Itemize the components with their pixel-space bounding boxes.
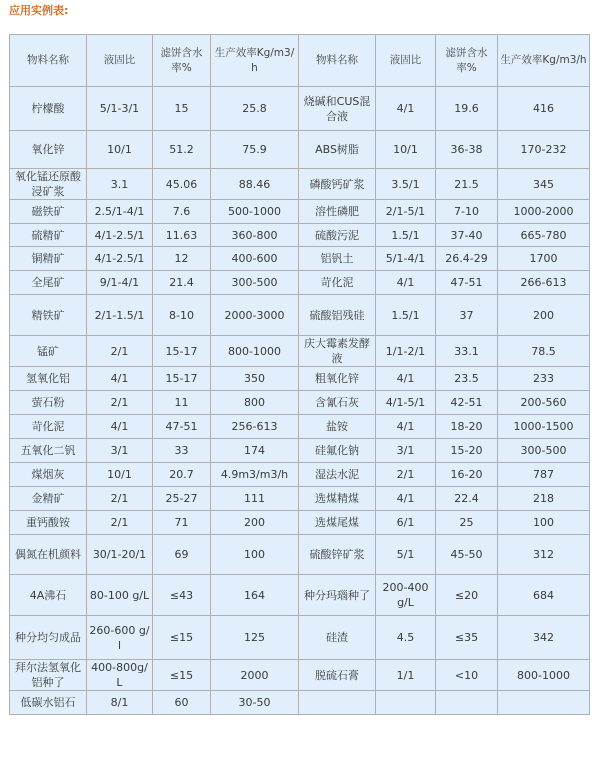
table-cell: 1000-1500	[498, 415, 590, 439]
table-cell: ≤15	[153, 660, 211, 691]
table-row	[10, 511, 590, 535]
table-cell: 8-10	[153, 295, 211, 336]
table-cell: 360-800	[211, 224, 299, 247]
table-cell: 342	[498, 616, 590, 660]
table-cell: 含氰石灰	[299, 391, 376, 415]
table-cell: 精铁矿	[10, 295, 87, 336]
table-cell: 25.8	[211, 87, 299, 131]
table-cell: 氧化锌	[10, 131, 87, 169]
table-cell: 3.1	[87, 169, 153, 200]
table-cell: 硫酸污泥	[299, 224, 376, 247]
table-cell: 2/1-5/1	[376, 200, 436, 224]
table-cell: 种分均匀成品	[10, 616, 87, 660]
table-cell: 柠檬酸	[10, 87, 87, 131]
table-cell: 氢氧化铝	[10, 367, 87, 391]
table-cell: 11	[153, 391, 211, 415]
table-cell: 350	[211, 367, 299, 391]
table-cell: 4/1	[87, 415, 153, 439]
table-row	[10, 575, 590, 616]
table-cell: 萤石粉	[10, 391, 87, 415]
table-cell: 5/1-3/1	[87, 87, 153, 131]
table-cell: 6/1	[376, 511, 436, 535]
table-cell: 4/1-2.5/1	[87, 224, 153, 247]
table-cell: 260-600 g/l	[87, 616, 153, 660]
table-cell	[498, 691, 590, 715]
table-cell: 重钙酸铵	[10, 511, 87, 535]
table-row	[10, 271, 590, 295]
table-cell: 233	[498, 367, 590, 391]
column-header: 滤饼含水率%	[153, 35, 211, 87]
table-row	[10, 535, 590, 575]
table-row	[10, 336, 590, 367]
table-cell: 15-17	[153, 367, 211, 391]
table-cell: ≤20	[436, 575, 498, 616]
table-cell: 80-100 g/L	[87, 575, 153, 616]
table-cell: 218	[498, 487, 590, 511]
table-cell: 60	[153, 691, 211, 715]
column-header: 物料名称	[10, 35, 87, 87]
table-cell: 21.4	[153, 271, 211, 295]
table-cell: 溶性磷肥	[299, 200, 376, 224]
table-cell: 脱硫石膏	[299, 660, 376, 691]
table-cell: 煤烟灰	[10, 463, 87, 487]
table-cell: 磁铁矿	[10, 200, 87, 224]
table-cell: 200-400 g/L	[376, 575, 436, 616]
table-row	[10, 224, 590, 247]
table-row	[10, 131, 590, 169]
table-row	[10, 200, 590, 224]
table-cell: 30/1-20/1	[87, 535, 153, 575]
column-header: 液固比	[87, 35, 153, 87]
column-header: 物料名称	[299, 35, 376, 87]
table-cell: 26.4-29	[436, 247, 498, 271]
table-cell: 23.5	[436, 367, 498, 391]
table-row	[10, 439, 590, 463]
table-row	[10, 691, 590, 715]
table-cell	[299, 691, 376, 715]
table-cell: 800	[211, 391, 299, 415]
table-cell: 4A沸石	[10, 575, 87, 616]
table-cell: 33.1	[436, 336, 498, 367]
table-cell: 25	[436, 511, 498, 535]
table-cell: 硅渣	[299, 616, 376, 660]
table-cell: 五氧化二钒	[10, 439, 87, 463]
table-cell: 1700	[498, 247, 590, 271]
table-cell: 71	[153, 511, 211, 535]
column-header: 生产效率Kg/m3/h	[498, 35, 590, 87]
table-cell: 300-500	[498, 439, 590, 463]
table-cell: 偶氮在机颜料	[10, 535, 87, 575]
table-cell: 16-20	[436, 463, 498, 487]
table-cell: 4.5	[376, 616, 436, 660]
table-cell: 10/1	[376, 131, 436, 169]
table-cell: ≤43	[153, 575, 211, 616]
table-row	[10, 463, 590, 487]
table-cell: ≤35	[436, 616, 498, 660]
application-table	[9, 34, 590, 715]
table-cell: 200-560	[498, 391, 590, 415]
table-cell: 10/1	[87, 131, 153, 169]
table-cell: 37-40	[436, 224, 498, 247]
table-row	[10, 169, 590, 200]
table-row	[10, 616, 590, 660]
table-cell: 氧化锰还原酸浸矿浆	[10, 169, 87, 200]
table-row	[10, 87, 590, 131]
table-cell: 800-1000	[211, 336, 299, 367]
table-cell: 1/1	[376, 660, 436, 691]
table-cell: 30-50	[211, 691, 299, 715]
table-cell: 2/1-1.5/1	[87, 295, 153, 336]
table-cell: 4.9m3/m3/h	[211, 463, 299, 487]
table-cell: 3.5/1	[376, 169, 436, 200]
table-cell: 3/1	[87, 439, 153, 463]
table-cell: 2/1	[87, 391, 153, 415]
table-cell: 15	[153, 87, 211, 131]
table-cell: 7.6	[153, 200, 211, 224]
table-cell: 2000	[211, 660, 299, 691]
table-cell: ABS树脂	[299, 131, 376, 169]
table-cell: 硫精矿	[10, 224, 87, 247]
table-cell: <10	[436, 660, 498, 691]
table-cell: 36-38	[436, 131, 498, 169]
table-cell: 684	[498, 575, 590, 616]
table-row	[10, 295, 590, 336]
table-cell: 345	[498, 169, 590, 200]
table-cell: 800-1000	[498, 660, 590, 691]
table-row	[10, 367, 590, 391]
table-cell: 拜尔法氢氧化铝种了	[10, 660, 87, 691]
table-cell: 2000-3000	[211, 295, 299, 336]
table-cell: 选煤尾煤	[299, 511, 376, 535]
table-cell: 1.5/1	[376, 295, 436, 336]
table-cell: 665-780	[498, 224, 590, 247]
table-cell: 170-232	[498, 131, 590, 169]
table-cell	[436, 691, 498, 715]
table-cell: 15-20	[436, 439, 498, 463]
table-cell: 4/1	[376, 487, 436, 511]
table-cell: 15-17	[153, 336, 211, 367]
table-cell: 7-10	[436, 200, 498, 224]
table-cell: 400-800g/L	[87, 660, 153, 691]
table-cell: 锰矿	[10, 336, 87, 367]
table-cell: 1.5/1	[376, 224, 436, 247]
table-cell: 20.7	[153, 463, 211, 487]
table-cell: 45-50	[436, 535, 498, 575]
table-cell: 苛化泥	[10, 415, 87, 439]
table-cell: 69	[153, 535, 211, 575]
table-cell: 125	[211, 616, 299, 660]
table-cell: 400-600	[211, 247, 299, 271]
table-cell: 88.46	[211, 169, 299, 200]
table-cell: 2/1	[87, 511, 153, 535]
table-cell: 铜精矿	[10, 247, 87, 271]
table-cell: 312	[498, 535, 590, 575]
table-cell: 低碳水铝石	[10, 691, 87, 715]
table-cell: 苛化泥	[299, 271, 376, 295]
table-row	[10, 415, 590, 439]
table-cell: 铝钒土	[299, 247, 376, 271]
column-header: 滤饼含水率%	[436, 35, 498, 87]
table-cell: 9/1-4/1	[87, 271, 153, 295]
table-cell: 硅氟化钠	[299, 439, 376, 463]
table-cell: 300-500	[211, 271, 299, 295]
page-title: 应用实例表:	[9, 4, 69, 17]
table-cell: 8/1	[87, 691, 153, 715]
table-cell: 174	[211, 439, 299, 463]
table-cell: 266-613	[498, 271, 590, 295]
table-cell: 33	[153, 439, 211, 463]
table-cell: 4/1-5/1	[376, 391, 436, 415]
table-cell: 47-51	[153, 415, 211, 439]
table-cell: 4/1	[376, 415, 436, 439]
table-cell: 金精矿	[10, 487, 87, 511]
table-cell: 4/1-2.5/1	[87, 247, 153, 271]
table-cell: 全尾矿	[10, 271, 87, 295]
table-cell: 10/1	[87, 463, 153, 487]
table-row	[10, 660, 590, 691]
table-cell: 22.4	[436, 487, 498, 511]
table-cell: 4/1	[376, 367, 436, 391]
table-cell: 11.63	[153, 224, 211, 247]
table-cell: 12	[153, 247, 211, 271]
table-cell: 45.06	[153, 169, 211, 200]
table-row	[10, 247, 590, 271]
table-cell: 4/1	[376, 271, 436, 295]
table-cell: 5/1-4/1	[376, 247, 436, 271]
table-cell: 111	[211, 487, 299, 511]
table-cell: 21.5	[436, 169, 498, 200]
table-cell: 200	[211, 511, 299, 535]
table-cell: 烧碱和CUS混合液	[299, 87, 376, 131]
table-cell: 4/1	[376, 87, 436, 131]
table-cell: 787	[498, 463, 590, 487]
table-cell: 庆大霉素发酵液	[299, 336, 376, 367]
table-cell	[376, 691, 436, 715]
table-cell: 256-613	[211, 415, 299, 439]
table-cell: 1000-2000	[498, 200, 590, 224]
table-cell: 1/1-2/1	[376, 336, 436, 367]
table-row	[10, 487, 590, 511]
table-cell: 硫酸锌矿浆	[299, 535, 376, 575]
table-cell: 42-51	[436, 391, 498, 415]
table-cell: 5/1	[376, 535, 436, 575]
column-header: 液固比	[376, 35, 436, 87]
table-cell: 200	[498, 295, 590, 336]
table-cell: 47-51	[436, 271, 498, 295]
table-row	[10, 391, 590, 415]
table-cell: 164	[211, 575, 299, 616]
table-cell: 51.2	[153, 131, 211, 169]
table-header-row	[10, 35, 590, 87]
table-cell: 100	[211, 535, 299, 575]
table-cell: ≤15	[153, 616, 211, 660]
table-cell: 硫酸铝残硅	[299, 295, 376, 336]
table-cell: 2/1	[87, 487, 153, 511]
table-cell: 37	[436, 295, 498, 336]
table-cell: 19.6	[436, 87, 498, 131]
table-cell: 500-1000	[211, 200, 299, 224]
table-cell: 种分玛瑙种了	[299, 575, 376, 616]
table-cell: 2/1	[376, 463, 436, 487]
table-cell: 磷酸钙矿浆	[299, 169, 376, 200]
table-cell: 2.5/1-4/1	[87, 200, 153, 224]
table-cell: 100	[498, 511, 590, 535]
table-cell: 18-20	[436, 415, 498, 439]
table-cell: 416	[498, 87, 590, 131]
table-cell: 湿法水泥	[299, 463, 376, 487]
table-cell: 4/1	[87, 367, 153, 391]
table-cell: 盐铵	[299, 415, 376, 439]
column-header: 生产效率Kg/m3/h	[211, 35, 299, 87]
table-cell: 78.5	[498, 336, 590, 367]
table-cell: 75.9	[211, 131, 299, 169]
table-cell: 2/1	[87, 336, 153, 367]
table-cell: 3/1	[376, 439, 436, 463]
table-cell: 选煤精煤	[299, 487, 376, 511]
table-cell: 25-27	[153, 487, 211, 511]
table-cell: 粗氧化锌	[299, 367, 376, 391]
